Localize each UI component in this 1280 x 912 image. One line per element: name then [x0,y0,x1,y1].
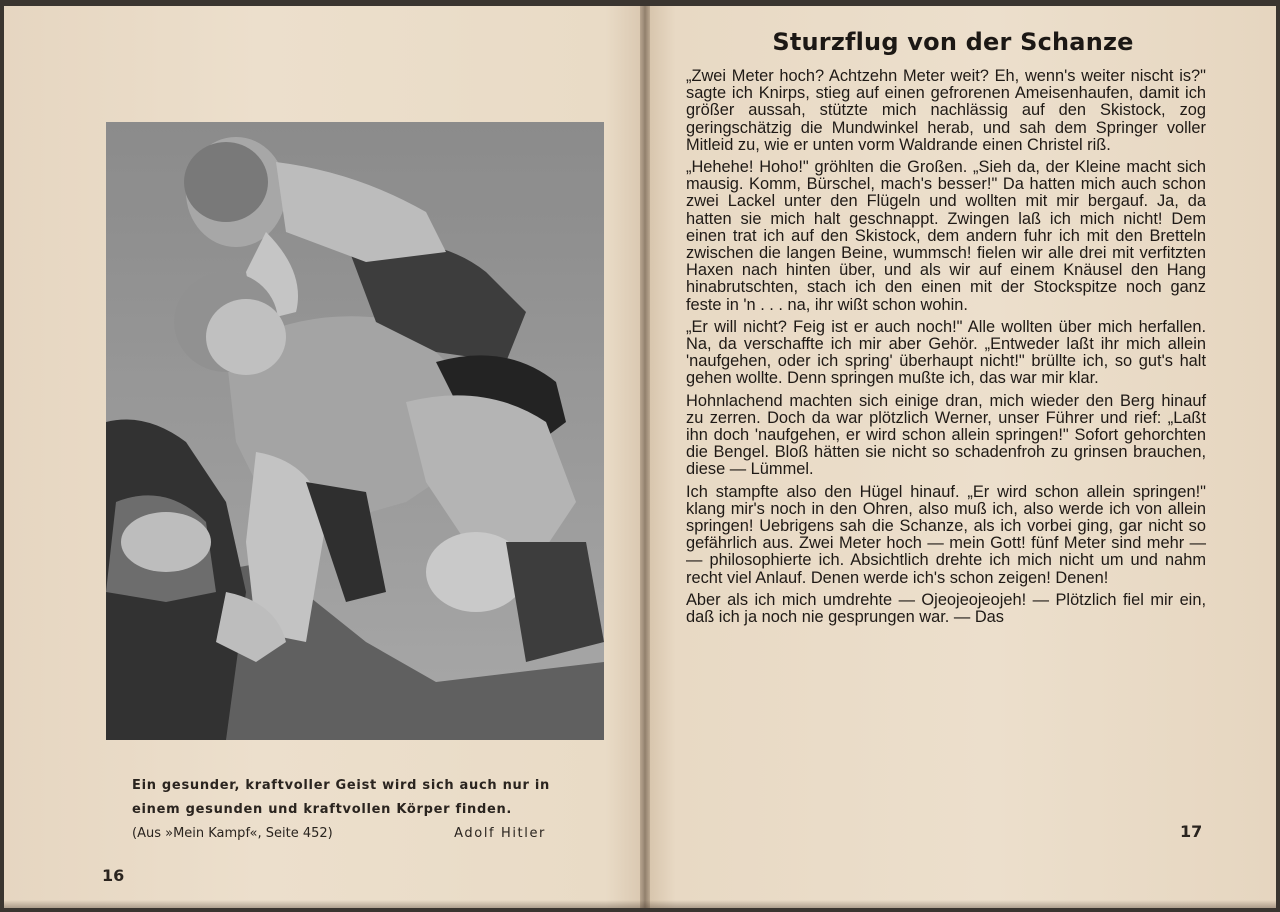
photo-caption-quote: Ein gesunder, kraftvoller Geist wird sich auch nur in einem gesunden und kraftvollen Körper finden. [132,778,550,817]
story-body [686,68,1206,631]
page-number-left: 16 [102,866,125,885]
page-number-right: 17 [1180,822,1203,841]
left-page [4,6,644,908]
paragraph: „Zwei Meter hoch? Achtzehn Meter weit? Eh, wenn's weiter nischt is?" sagte ich Knirps, stieg auf einen gefrorenen Ameisenhaufen, damit ich größer aussah, stützte mich nachlässig auf den Skistock, zog geringschätzig die Mundwinkel herab, und sah dem Springer voller Mitleid zu, wie er unten vorm Waldrande einen Christel riß. [686,67,1206,154]
book-gutter [640,6,650,908]
paragraph: Aber als ich mich umdrehte — Ojeojeojeojeh! — Plötzlich fiel mir ein, daß ich ja noch nie gesprungen war. — Das [686,590,1206,627]
right-page [644,6,1276,908]
quote-author: Adolf Hitler [454,826,546,841]
book-spread [4,6,1276,908]
photograph-boys-climbing [106,122,604,740]
photo-illustration [106,122,604,740]
paragraph: „Er will nicht? Feig ist er auch noch!" Alle wollten über mich herfallen. Na, da verschaffte ich mir aber Gehör. „Entweder laßt ihr mich allein 'naufgehen, oder ich spring' überhaupt nicht!" brüllte ich, so gut's halt gehen wollte. Denn springen mußte ich, das war mir klar. [686,317,1206,388]
chapter-title: Sturzflug von der Schanze [772,28,1134,56]
page-edge-shadow [4,900,1276,908]
paragraph: Hohnlachend machten sich einige dran, mich wieder den Berg hinauf zu zerren. Doch da war plötzlich Werner, unser Führer und rief: „Laßt ihn doch 'naufgehen, er wird schon allein springen!" Sofort gehorchten die Bengel. Bloß hätten sie nicht so schadenfroh zu grinsen brauchen, diese — Lümmel. [686,391,1206,479]
quote-source: (Aus »Mein Kampf«, Seite 452) [132,826,333,841]
paragraph: Ich stampfte also den Hügel hinauf. „Er wird schon allein springen!" klang mir's noch in den Ohren, also muß ich, also werde ich von allein springen! Uebrigens sah die Schanze, als ich vorbei ging, gar nicht so gefährlich aus. Zwei Meter hoch — mein Gott! fünf Meter sind mehr — — philosophierte ich. Absichtlich drehte ich mich nicht um und nahm recht viel Anlauf. Denen werde ich's schon zeigen! Denen! [686,482,1206,587]
quote-attribution [132,826,552,846]
paragraph: „Hehehe! Hoho!" gröhlten die Großen. „Sieh da, der Kleine macht sich mausig. Komm, Bürschel, mach's besser!" Da hatten mich auch schon zwei Lackel unter den Flügeln und wollten mit mir bergauf. Ja, da hatten sie mich halt geschnappt. Zwingen laß ich mich nicht! Dem einen trat ich auf den Skistock, dem andern fuhr ich mit den Bretteln zwischen die langen Beine, wummsch! fielen wir alle drei mit verfitzten Haxen nach hinten über, und als wir auf einem Knäusel den Hang hinabrutschten, stach ich den einen mit der Stockspitze noch ganz feste in 'n . . . na, ihr wißt schon wohin. [686,158,1206,314]
